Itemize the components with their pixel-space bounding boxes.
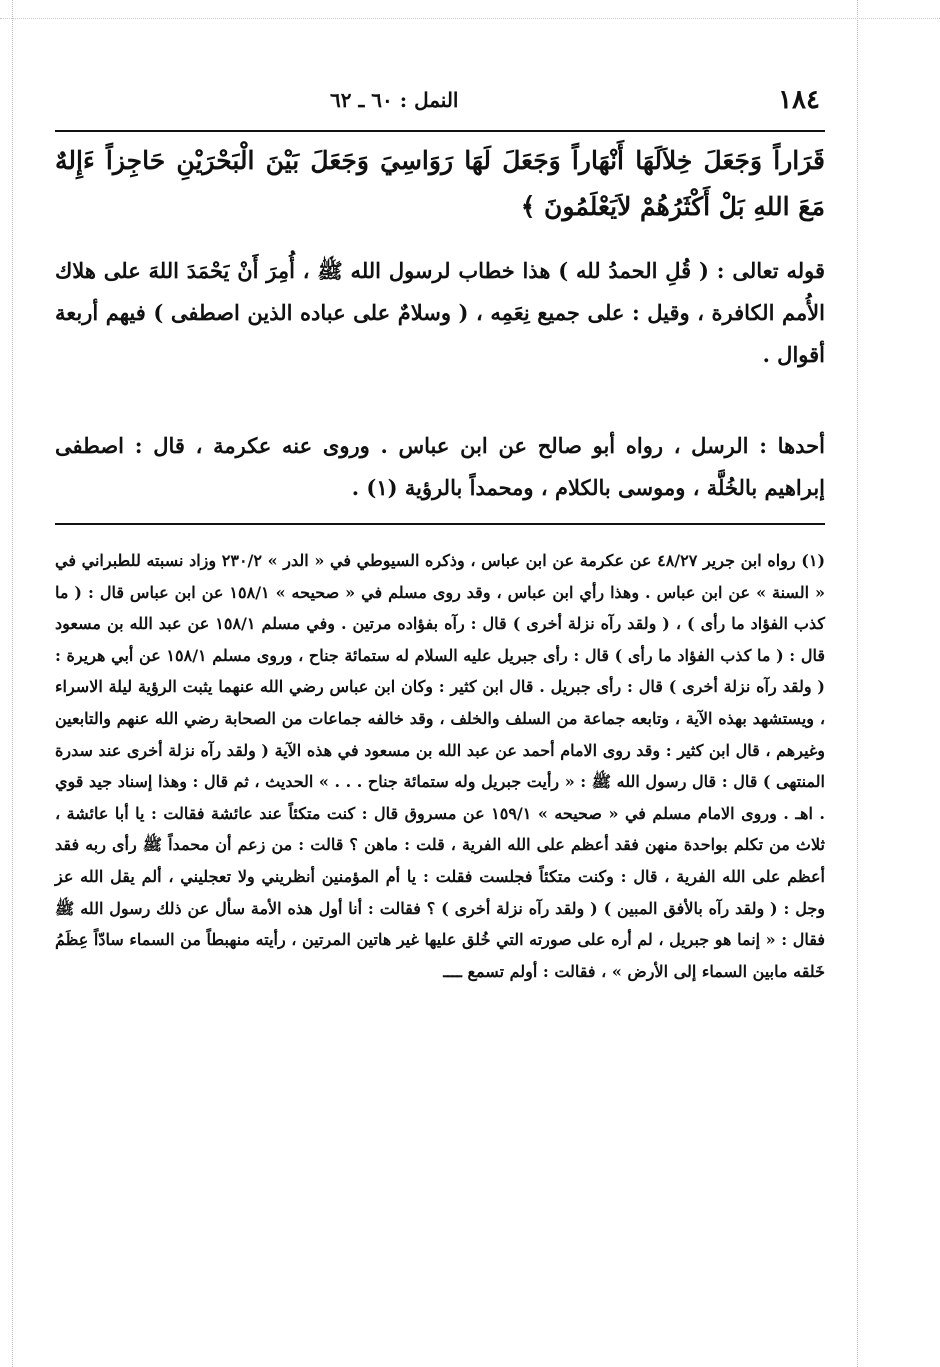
scan-dot-line: [857, 0, 858, 1367]
scan-dot-line: [0, 18, 940, 19]
commentary-text-2: أحدها : الرسل ، رواه أبو صالح عن ابن عباس . وروى عنه عكرمة ، قال : اصطفى إبراهيم بالخُلَّة ، وموسى بالكلام ، ومحمداً بالرؤية (١) .: [55, 433, 825, 500]
scan-dot-line: [12, 0, 13, 1367]
commentary: [55, 250, 825, 376]
quran-verse: [55, 138, 825, 230]
header-rule: [55, 130, 825, 132]
verse-text: قَرَاراً وَجَعَلَ خِلاَلَهَا أَنْهَاراً وَجَعَلَ لَهَا رَوَاسِيَ وَجَعَلَ بَيْنَ الْبَحْرَيْنِ حَاجِزاً ءَإِلهٌ مَعَ اللهِ بَلْ أَكْثَرُهُمْ لاَيَعْلَمُونَ ﴾: [55, 146, 825, 221]
footnote: [55, 545, 825, 987]
page-number: ١٨٤: [778, 85, 820, 115]
footnote-text: (١) رواه ابن جرير ٤٨/٢٧ عن عكرمة عن ابن عباس ، وذكره السيوطي في « الدر » ٢٣٠/٢ وزاد نسبته للطبراني في « السنة » عن ابن عباس . وهذا رأي ابن عباس ، وقد روى مسلم في « صحيحه » ١٥٨/١ عن ابن عباس قال : ( ما كذب الفؤاد ما رأى ) ، ( ولقد رآه نزلة أخرى ) قال : رآه بفؤاده مرتين . وفي مسلم ١٥٨/١ عن عبد الله بن مسعود قال : ( ما كذب الفؤاد ما رأى ) قال : رأى جبريل عليه السلام له ستمائة جناح ، وروى مسلم ١٥٨/١ عن أبي هريرة : ( ولقد رآه نزلة أخرى ) قال : رأى جبريل . قال ابن كثير : وكان ابن عباس رضي الله عنهما يثبت الرؤية ليلة الاسراء ، ويستشهد بهذه الآية ، وتابعه جماعة من السلف والخلف ، وقد خالفه جماعات من الصحابة رضي الله عنهم والتابعين وغيرهم ، قال ابن كثير : وقد روى الامام أحمد عن عبد الله بن مسعود في هذه الآية ( ولقد رآه نزلة أخرى عند سدرة المنتهى ) قال : قال رسول الله ﷺ : « رأيت جبريل وله ستمائة جناح . . . » الحديث ، ثم قال : وهذا إسناد جيد قوي . اهـ . وروى الامام مسلم في « صحيحه » ١٥٩/١ عن مسروق قال : كنت متكئاً عند عائشة فقالت : يا أبا عائشة ، ثلاث من تكلم بواحدة منهن فقد أعظم على الله الفرية ، قلت : ماهن ؟ قالت : من زعم أن محمداً ﷺ رأى ربه فقد أعظم على الله الفرية ، قال : وكنت متكئاً فجلست فقلت : يا أم المؤمنين أنظريني ولا تعجليني ، ألم يقل الله عز وجل : ( ولقد رآه بالأفق المبين ) ( ولقد رآه نزلة أخرى ) ؟ فقالت : أنا أول هذه الأمة سأل عن ذلك رسول الله ﷺ فقال : « إنما هو جبريل ، لم أره على صورته التي خُلق عليها غير هاتين المرتين ، رأيته منهبطاً من السماء سادّاً عِظَمُ خَلقه مابين السماء إلى الأرض » ، فقالت : أولم تسمع ــــ: [55, 551, 826, 981]
page-header: [330, 80, 820, 120]
commentary-text: قوله تعالى : ( قُلِ الحمدُ لله ) هذا خطاب لرسول الله ﷺ ، أُمِرَ أَنْ يَحْمَدَ اللهَ على هلاك الأُمم الكافرة ، وقيل : على جميع نِعَمِه ، ( وسلامٌ على عباده الذين اصطفى ) فيهم أربعة أقوال .: [55, 258, 825, 367]
commentary-second: [55, 425, 825, 509]
footnote-separator: [55, 523, 825, 525]
running-title: النمل : ٦٠ ـ ٦٢: [330, 88, 459, 112]
